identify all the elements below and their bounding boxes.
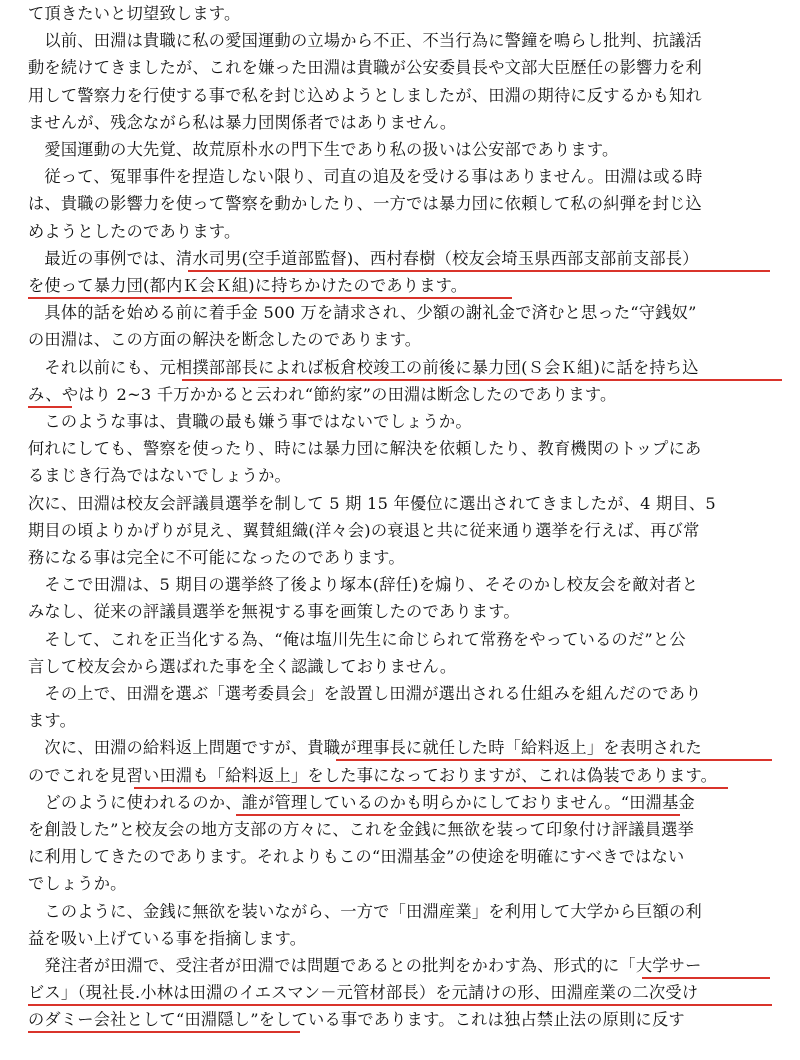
underline-mark [134, 787, 728, 789]
text-line: るまじき行為ではないでしょうか。 [28, 466, 291, 486]
text-line: 務になる事は完全に不可能になったのであります。 [28, 548, 405, 567]
text-line: どのように使われるのか、誰が管理しているのかも明らかにしておりません。“田淵基金 [28, 792, 695, 812]
text-line: を使って暴力団(都内Ｋ会Ｋ組)に持ちかけたのであります。 [28, 276, 468, 295]
text-line: 以前、田淵は貴職に私の愛国運動の立場から不正、不当行為に警鐘を鳴らし批判、抗議活 [28, 31, 702, 51]
text-line: 何れにしても、警察を使ったり、時には暴力団に解決を依頼したり、教育機関のトップにあ [28, 439, 702, 459]
text-line: ビス」（現社長.小林は田淵のイエスマン－元管材部長）を元請けの形、田淵産業の二次受け [28, 983, 699, 1003]
text-line: 次に、田淵は校友会評議員選挙を制して 5 期 15 年優位に選出されてきましたが、4 期目、5 [28, 493, 716, 513]
underline-mark [182, 379, 782, 381]
text-line: ませんが、残念ながら私は暴力団関係者ではありません。 [28, 112, 457, 132]
underline-mark [188, 270, 770, 272]
text-line: 期目の頃よりかげりが見え、翼賛組織(洋々会)の衰退と共に従来通り選挙を行えば、再び常 [28, 520, 700, 540]
text-line: みなし、従来の評議員選挙を無視する事を画策したのであります。 [28, 602, 520, 622]
underline-mark [642, 977, 770, 979]
text-line: 用して警察力を行使する事で私を封じ込めようとしましたが、田淵の期待に反するかも知れ [28, 85, 702, 105]
text-line: それ以前にも、元相撲部部長によれば板倉校竣工の前後に暴力団(Ｓ会Ｋ組)に話を持ち込 [28, 357, 699, 377]
text-line: のでこれを見習い田淵も「給料返上」をした事になっておりますが、これは偽装であります。 [28, 765, 718, 785]
text-line: て頂きたいと切望致します。 [28, 4, 241, 23]
text-line: ます。 [28, 711, 77, 731]
text-line: 最近の事例では、清水司男(空手道部監督)、西村春樹（校友会埼玉県西部支部前支部長） [28, 248, 699, 268]
text-line: は、貴職の影響力を使って警察を動かしたり、一方では暴力団に依頼して私の糾弾を封じ込 [28, 194, 702, 214]
text-line: み、やはり 2~3 千万かかると云われ“節約家”の田淵は断念したのであります。 [28, 384, 617, 404]
underline-mark [28, 1004, 772, 1006]
text-line: そして、これを正当化する為、“俺は塩川先生に命じられて常務をやっているのだ”と公 [28, 629, 686, 649]
underline-mark [236, 814, 680, 816]
text-line: の田淵は、この方面の解決を断念したのであります。 [28, 330, 422, 350]
text-line: このような事は、貴職の最も嫌う事ではないでしょうか。 [28, 412, 472, 431]
text-line: このように、金銭に無欲を装いながら、一方で「田淵産業」を利用して大学から巨額の利 [28, 901, 702, 921]
underline-mark [28, 1031, 300, 1033]
text-line: のダミー会社として“田淵隠し”をしている事であります。これは独占禁止法の原則に反す [28, 1010, 685, 1030]
text-line: そこで田淵は、5 期目の選挙終了後より塚本(辞任)を煽り、そそのかし校友会を敵対者と [28, 575, 699, 595]
text-line: に利用してきたのであります。それよりもこの“田淵基金”の使途を明確にすべきではない [28, 847, 685, 867]
text-line: 言して校友会から選ばれた事を全く認識しておりません。 [28, 656, 457, 676]
underline-mark [28, 297, 512, 299]
text-line: その上で、田淵を選ぶ「選考委員会」を設置し田淵が選出される仕組みを組んだのであり [28, 684, 702, 703]
underline-mark [28, 406, 72, 408]
text-line: 次に、田淵の給料返上問題ですが、貴職が理事長に就任した時「給料返上」を表明された [28, 738, 702, 758]
text-line: 発注者が田淵で、受注者が田淵では問題であるとの批判をかわす為、形式的に「大学サー [28, 956, 702, 975]
text-line: を創設した”と校友会の地方支部の方々に、これを金銭に無欲を装って印象付け評議員選挙 [28, 820, 695, 839]
text-line: 動を続けてきましたが、これを嫌った田淵は貴職が公安委員長や文部大臣歴任の影響力を利 [28, 58, 702, 78]
text-line: 益を吸い上げている事を指摘します。 [28, 928, 307, 948]
text-line: めようとしたのであります。 [28, 221, 241, 241]
text-line: でしょうか。 [28, 874, 127, 894]
text-line: 具体的話を始める前に着手金 500 万を請求され、少額の謝礼金で済むと思った“守銭奴” [28, 303, 697, 323]
underline-mark [336, 759, 772, 761]
text-line: 愛国運動の大先覚、故荒原朴水の門下生であり私の扱いは公安部であります。 [28, 140, 619, 159]
text-line: 従って、冤罪事件を捏造しない限り、司直の追及を受ける事はありません。田淵は或る時 [28, 167, 703, 187]
